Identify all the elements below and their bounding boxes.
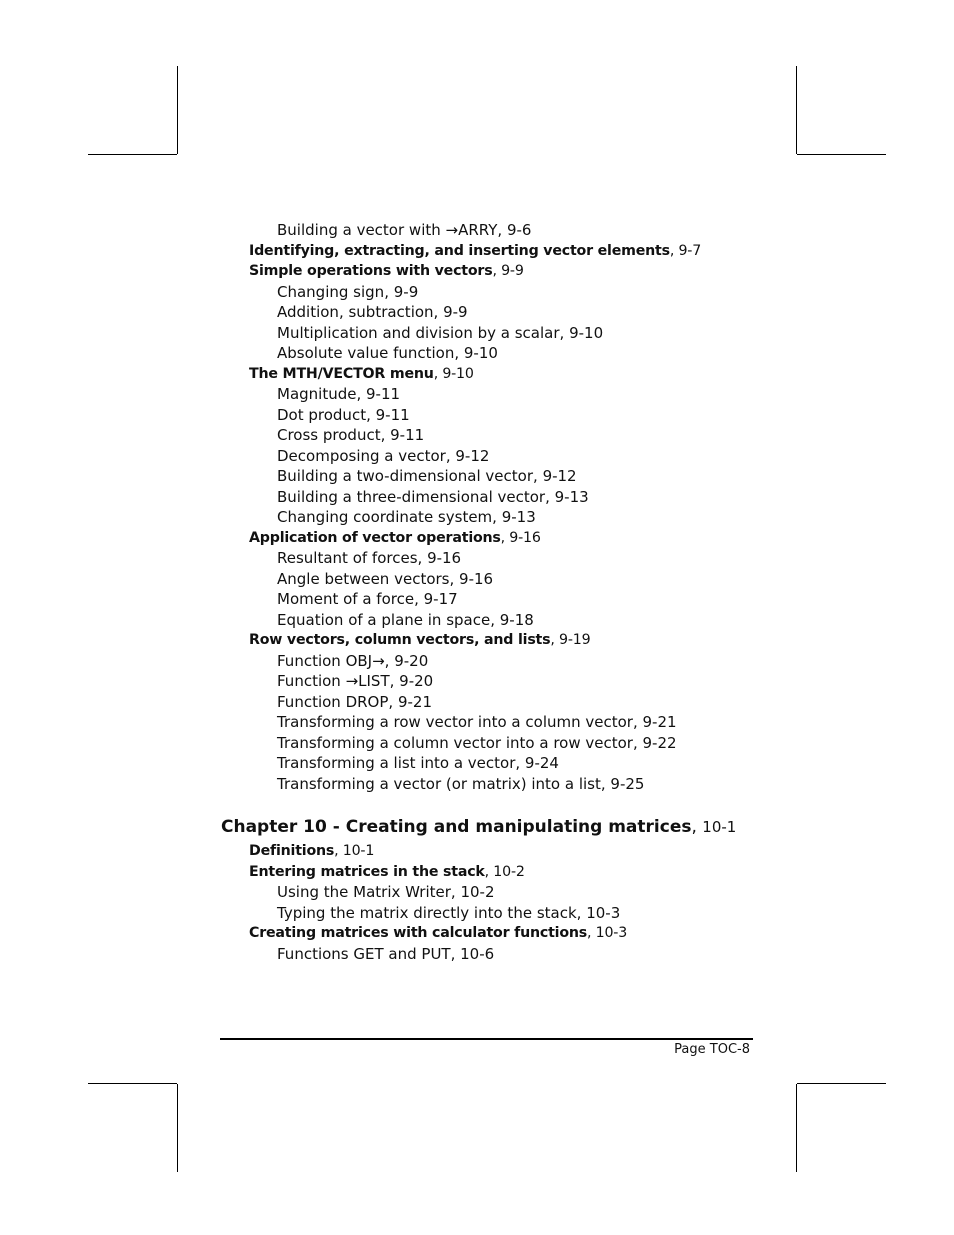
- toc-entry-title: Function OBJ→: [277, 651, 385, 670]
- toc-section-entry: [249, 923, 627, 943]
- toc-subsection-entry: [277, 487, 589, 507]
- toc-subsection-entry: [277, 692, 432, 712]
- toc-entry-page: 9-17: [423, 590, 458, 608]
- toc-entry-title: Transforming a row vector into a column vector: [277, 713, 633, 731]
- toc-entry-title: Absolute value function: [277, 344, 455, 362]
- toc-section-entry: [249, 528, 541, 548]
- toc-entry-separator: ,: [632, 733, 643, 752]
- toc-entry-separator: ,: [632, 713, 643, 731]
- toc-entry-title: Cross product: [277, 426, 381, 444]
- toc-subsection-entry: [277, 671, 433, 691]
- toc-entry-separator: ,: [450, 944, 461, 963]
- toc-subsection-entry: [277, 343, 498, 363]
- toc-entry-separator: ,: [559, 323, 570, 342]
- toc-entry-title: Multiplication and division by a scalar: [277, 323, 560, 342]
- toc-entry-title: Changing sign: [277, 282, 385, 301]
- toc-entry-page: 10-1: [342, 843, 375, 859]
- toc-entry-page: 9-12: [542, 467, 577, 485]
- toc-entry-separator: ,: [515, 754, 525, 772]
- toc-entry-page: 10-3: [595, 925, 628, 941]
- toc-entry-page: 9-10: [442, 365, 474, 382]
- toc-entry-separator: ,: [484, 863, 494, 880]
- toc-entry-page: 9-22: [642, 733, 677, 752]
- toc-entry-title: Transforming a column vector into a row vector: [277, 733, 633, 752]
- toc-entry-page: 9-9: [501, 263, 524, 279]
- toc-entry-title: Dot product: [277, 405, 367, 424]
- toc-section-entry: [249, 261, 524, 281]
- toc-entry-separator: ,: [497, 221, 507, 239]
- toc-entry-title: Function DROP: [277, 692, 389, 711]
- toc-entry-title: Building a vector with →ARRY: [277, 221, 498, 239]
- toc-entry-separator: ,: [388, 692, 398, 711]
- toc-entry-separator: ,: [576, 903, 587, 922]
- toc-entry-separator: ,: [366, 405, 376, 424]
- toc-entry-page: 9-11: [366, 385, 401, 403]
- toc-entry-page: 9-12: [455, 446, 490, 465]
- toc-entry-separator: ,: [454, 344, 464, 362]
- toc-subsection-entry: [277, 548, 461, 568]
- toc-entry-title: Simple operations with vectors: [249, 263, 493, 279]
- toc-entry-page: 9-24: [524, 754, 559, 772]
- toc-entry-title: The MTH/VECTOR menu: [249, 365, 434, 382]
- toc-entry-page: 10-2: [493, 863, 525, 880]
- toc-subsection-entry: [277, 384, 400, 404]
- crop-mark-top-right-vertical: [796, 66, 797, 154]
- toc-entry-page: 9-20: [399, 672, 434, 690]
- toc-entry-title: Moment of a force: [277, 590, 415, 608]
- page-number: Page TOC-8: [674, 1042, 750, 1057]
- toc-entry-page: 9-7: [678, 242, 702, 259]
- toc-entry-title: Decomposing a vector: [277, 446, 446, 465]
- toc-entry-title: Resultant of forces: [277, 549, 418, 567]
- toc-subsection-entry: [277, 944, 494, 964]
- toc-subsection-entry: [277, 405, 410, 425]
- toc-subsection-entry: [277, 425, 424, 445]
- toc-entry-page: 9-6: [506, 221, 532, 239]
- toc-entry-page: 9-11: [390, 426, 425, 444]
- toc-entry-page: 9-9: [393, 282, 419, 301]
- crop-mark-bottom-right-horizontal: [797, 1083, 886, 1084]
- toc-entry-separator: ,: [389, 672, 400, 690]
- toc-entry-title: Building a two-dimensional vector: [277, 467, 534, 485]
- toc-entry-page: 9-21: [397, 692, 432, 711]
- toc-entry-page: 9-20: [394, 651, 429, 670]
- toc-entry-separator: ,: [492, 508, 502, 526]
- toc-section-entry: [249, 364, 474, 384]
- toc-entry-separator: ,: [545, 487, 555, 506]
- toc-subsection-entry: [277, 610, 534, 630]
- toc-entry-separator: ,: [384, 651, 395, 670]
- toc-entry-page: 9-11: [375, 405, 410, 424]
- toc-entry-separator: ,: [490, 610, 500, 629]
- toc-entry-separator: ,: [449, 569, 460, 588]
- toc-entry-separator: ,: [433, 365, 443, 382]
- toc-chapter-entry: [221, 817, 736, 837]
- toc-entry-separator: ,: [450, 883, 461, 901]
- toc-entry-page: 9-21: [642, 713, 677, 731]
- toc-subsection-entry: [277, 651, 428, 671]
- toc-entry-title: Using the Matrix Writer: [277, 883, 451, 901]
- toc-subsection-entry: [277, 733, 677, 753]
- toc-subsection-entry: [277, 753, 559, 773]
- toc-entry-page: 9-10: [569, 323, 604, 342]
- toc-entry-title: Angle between vectors: [277, 569, 450, 588]
- toc-entry-page: 9-10: [463, 344, 498, 362]
- crop-mark-top-left-vertical: [177, 66, 178, 154]
- toc-entry-title: Function →LIST: [277, 672, 390, 690]
- crop-mark-bottom-right-vertical: [796, 1084, 797, 1172]
- toc-entry-page: 9-9: [443, 303, 468, 321]
- toc-entry-separator: ,: [380, 426, 391, 444]
- toc-entry-separator: ,: [492, 263, 502, 279]
- toc-entry-title: Transforming a list into a vector: [277, 754, 516, 772]
- toc-section-entry: [249, 241, 701, 261]
- toc-entry-page: 9-25: [610, 774, 645, 793]
- toc-subsection-entry: [277, 302, 468, 322]
- toc-entry-page: 9-13: [501, 508, 536, 526]
- footer-rule: [220, 1038, 753, 1040]
- toc-entry-separator: ,: [600, 774, 611, 793]
- toc-subsection-entry: [277, 282, 418, 302]
- toc-section-entry: [249, 841, 374, 861]
- toc-entry-separator: ,: [414, 590, 424, 608]
- toc-subsection-entry: [277, 507, 536, 527]
- toc-entry-title: Transforming a vector (or matrix) into a list: [277, 774, 601, 793]
- toc-entry-page: 9-16: [459, 569, 494, 588]
- toc-entry-separator: ,: [533, 467, 543, 485]
- toc-entry-separator: ,: [669, 242, 679, 259]
- toc-entry-page: 10-2: [460, 883, 495, 901]
- toc-entry-title: Functions GET and PUT: [277, 944, 451, 963]
- toc-entry-title: Magnitude: [277, 385, 357, 403]
- toc-entry-page: 10-1: [702, 818, 737, 836]
- toc-entry-title: Identifying, extracting, and inserting vector elements: [249, 242, 670, 259]
- toc-subsection-entry: [277, 589, 458, 609]
- toc-entry-title: Addition, subtraction: [277, 303, 434, 321]
- toc-entry-title: Building a three-dimensional vector: [277, 487, 546, 506]
- toc-entry-separator: ,: [417, 549, 428, 567]
- toc-entry-page: 9-13: [554, 487, 589, 506]
- toc-entry-separator: ,: [500, 529, 510, 546]
- toc-section-entry: [249, 630, 590, 650]
- toc-subsection-entry: [277, 446, 489, 466]
- toc-entry-page: 9-16: [427, 549, 462, 567]
- toc-entry-separator: ,: [550, 632, 560, 648]
- toc-section-entry: [249, 862, 525, 882]
- toc-entry-title: Entering matrices in the stack: [249, 863, 485, 880]
- toc-entry-title: Creating matrices with calculator functions: [249, 925, 588, 941]
- toc-subsection-entry: [277, 774, 644, 794]
- toc-entry-page: 9-16: [509, 529, 541, 546]
- toc-entry-page: 10-3: [586, 903, 621, 922]
- toc-entry-title: Row vectors, column vectors, and lists: [249, 632, 551, 648]
- toc-entry-title: Typing the matrix directly into the stack: [277, 903, 577, 922]
- toc-subsection-entry: [277, 323, 603, 343]
- crop-mark-top-left-horizontal: [88, 154, 177, 155]
- toc-entry-separator: ,: [356, 385, 367, 403]
- crop-mark-top-right-horizontal: [797, 154, 886, 155]
- toc-entry-title: Changing coordinate system: [277, 508, 493, 526]
- toc-entry-separator: ,: [445, 446, 456, 465]
- toc-entry-separator: ,: [433, 303, 444, 321]
- toc-entry-page: 9-18: [499, 610, 534, 629]
- toc-entry-separator: ,: [587, 925, 596, 941]
- toc-entry-title: Application of vector operations: [249, 529, 501, 546]
- toc-subsection-entry: [277, 712, 677, 732]
- toc-entry-title: Equation of a plane in space: [277, 610, 491, 629]
- toc-subsection-entry: [277, 569, 493, 589]
- toc-subsection-entry: [277, 466, 577, 486]
- toc-entry-title: Definitions: [249, 843, 335, 859]
- toc-entry-page: 10-6: [460, 944, 495, 963]
- toc-subsection-entry: [277, 882, 495, 902]
- toc-entry-page: 9-19: [559, 632, 591, 648]
- crop-mark-bottom-left-horizontal: [88, 1083, 177, 1084]
- toc-subsection-entry: [277, 220, 531, 240]
- toc-subsection-entry: [277, 903, 620, 923]
- crop-mark-bottom-left-vertical: [177, 1084, 178, 1172]
- toc-entry-separator: ,: [691, 817, 703, 837]
- toc-entry-separator: ,: [334, 843, 343, 859]
- toc-entry-title: Chapter 10 - Creating and manipulating matrices: [221, 817, 692, 837]
- toc-entry-separator: ,: [384, 282, 394, 301]
